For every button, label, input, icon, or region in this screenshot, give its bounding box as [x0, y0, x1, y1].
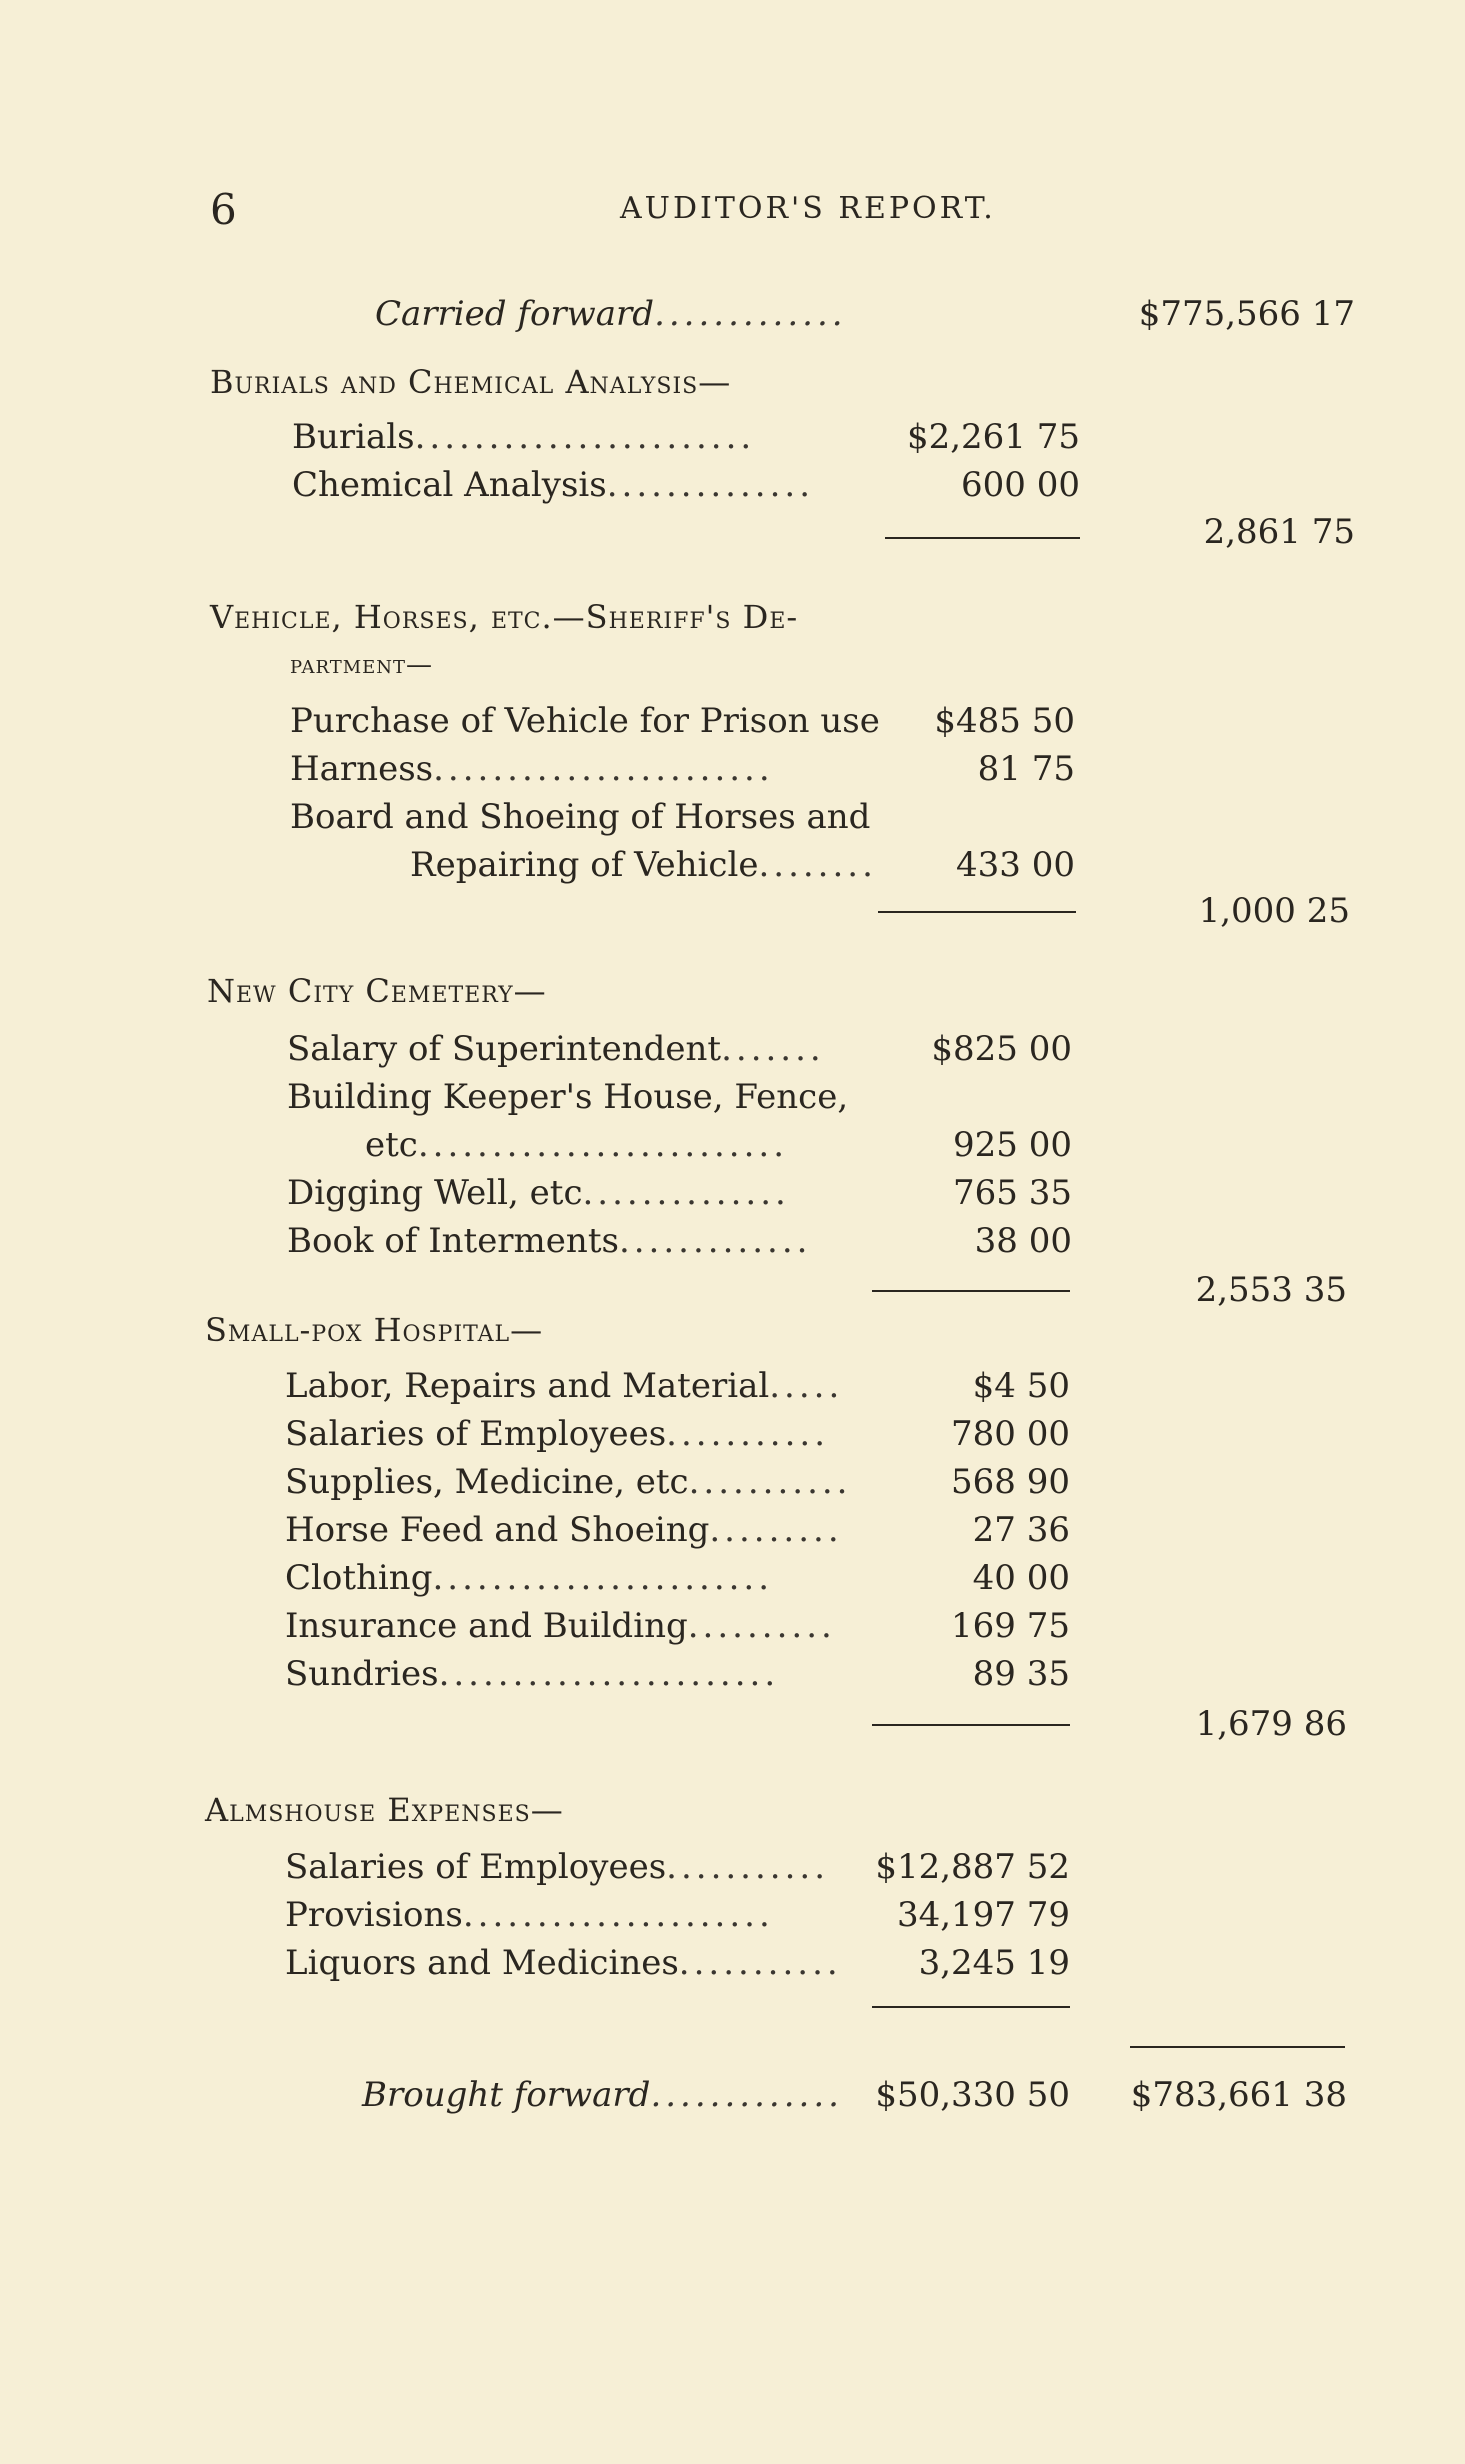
brought-forward-subtotal: $50,330 50	[875, 2075, 1070, 2115]
page-number: 6	[210, 185, 237, 234]
line-item: Clothing....................... 40 00	[0, 1554, 1465, 1602]
line-item: Sundries....................... 89 35	[0, 1650, 1465, 1698]
line-amount: 27 36	[972, 1510, 1070, 1550]
section-heading-vehicle: Vehicle, Horses, etc.—Sheriff's De-	[210, 598, 799, 636]
brought-forward-label: Brought forward.............	[362, 2075, 843, 2115]
line-amount: 34,197 79	[896, 1895, 1070, 1935]
line-item: Building Keeper's House, Fence,	[287, 1077, 849, 1117]
grand-total-rule	[1130, 2046, 1345, 2048]
line-item: Book of Interments............. 38 00	[0, 1217, 1465, 1265]
brought-forward-row	[0, 2071, 1465, 2119]
line-amount: $2,261 75	[906, 417, 1080, 457]
line-item: Digging Well, etc.............. 765 35	[0, 1169, 1465, 1217]
section-heading-cemetery: New City Cemetery—	[207, 972, 547, 1010]
line-item: Provisions..................... 34,197 79	[0, 1891, 1465, 1939]
line-amount: 600 00	[961, 465, 1080, 505]
brought-forward-total: $783,661 38	[1130, 2075, 1347, 2115]
line-item: Liquors and Medicines........... 3,245 19	[0, 1939, 1465, 1987]
section-total-row	[0, 1700, 1465, 1748]
section-total: 1,000 25	[1198, 891, 1350, 931]
line-item: Salaries of Employees........... 780 00	[0, 1410, 1465, 1458]
line-amount: 89 35	[972, 1654, 1070, 1694]
line-item: Salary of Superintendent....... $825 00	[0, 1025, 1465, 1073]
section-heading-burials: Burials and Chemical Analysis—	[210, 363, 732, 401]
carried-forward-total: $775,566 17	[1138, 294, 1355, 334]
carried-forward-label: Carried forward.............	[375, 294, 847, 334]
carried-forward-row	[0, 290, 1465, 338]
line-item: Chemical Analysis.............. 600 00	[0, 461, 1465, 509]
section-heading-almshouse: Almshouse Expenses—	[205, 1791, 564, 1829]
line-amount: 81 75	[977, 749, 1075, 789]
line-amount: $825 00	[931, 1029, 1072, 1069]
line-item: Salaries of Employees........... $12,887 52	[0, 1843, 1465, 1891]
line-item: Insurance and Building.......... 169 75	[0, 1602, 1465, 1650]
line-item: Labor, Repairs and Material..... $4 50	[0, 1362, 1465, 1410]
line-item: Repairing of Vehicle........ 433 00	[0, 841, 1465, 889]
section-heading-vehicle-cont: partment—	[290, 650, 434, 680]
line-amount: 38 00	[974, 1221, 1072, 1261]
line-amount: 568 90	[951, 1462, 1070, 1502]
section-total: 2,553 35	[1195, 1270, 1347, 1310]
line-item: Purchase of Vehicle for Prison use $485 50	[0, 697, 1465, 745]
section-total: 1,679 86	[1195, 1704, 1347, 1744]
line-item: Burials....................... $2,261 75	[0, 413, 1465, 461]
line-amount: 765 35	[953, 1173, 1072, 1213]
line-item: etc......................... 925 00	[0, 1121, 1465, 1169]
line-amount: $485 50	[934, 701, 1075, 741]
line-item: Board and Shoeing of Horses and	[290, 797, 871, 837]
line-amount: 780 00	[951, 1414, 1070, 1454]
line-amount: 925 00	[953, 1125, 1072, 1165]
line-item: Supplies, Medicine, etc........... 568 90	[0, 1458, 1465, 1506]
line-amount: 40 00	[972, 1558, 1070, 1598]
line-item: Horse Feed and Shoeing......... 27 36	[0, 1506, 1465, 1554]
line-amount: $12,887 52	[875, 1847, 1070, 1887]
section-total-row	[0, 887, 1465, 935]
section-total: 2,861 75	[1203, 512, 1355, 552]
line-amount: 433 00	[956, 845, 1075, 885]
section-heading-smallpox: Small-pox Hospital—	[205, 1311, 544, 1349]
line-item: Harness....................... 81 75	[0, 745, 1465, 793]
line-amount: $4 50	[972, 1366, 1070, 1406]
subtotal-rule	[872, 2006, 1070, 2008]
line-amount: 3,245 19	[918, 1943, 1070, 1983]
line-amount: 169 75	[951, 1606, 1070, 1646]
section-total-row	[0, 508, 1465, 556]
running-head: AUDITOR'S REPORT.	[620, 191, 996, 226]
page-header	[0, 185, 1465, 235]
